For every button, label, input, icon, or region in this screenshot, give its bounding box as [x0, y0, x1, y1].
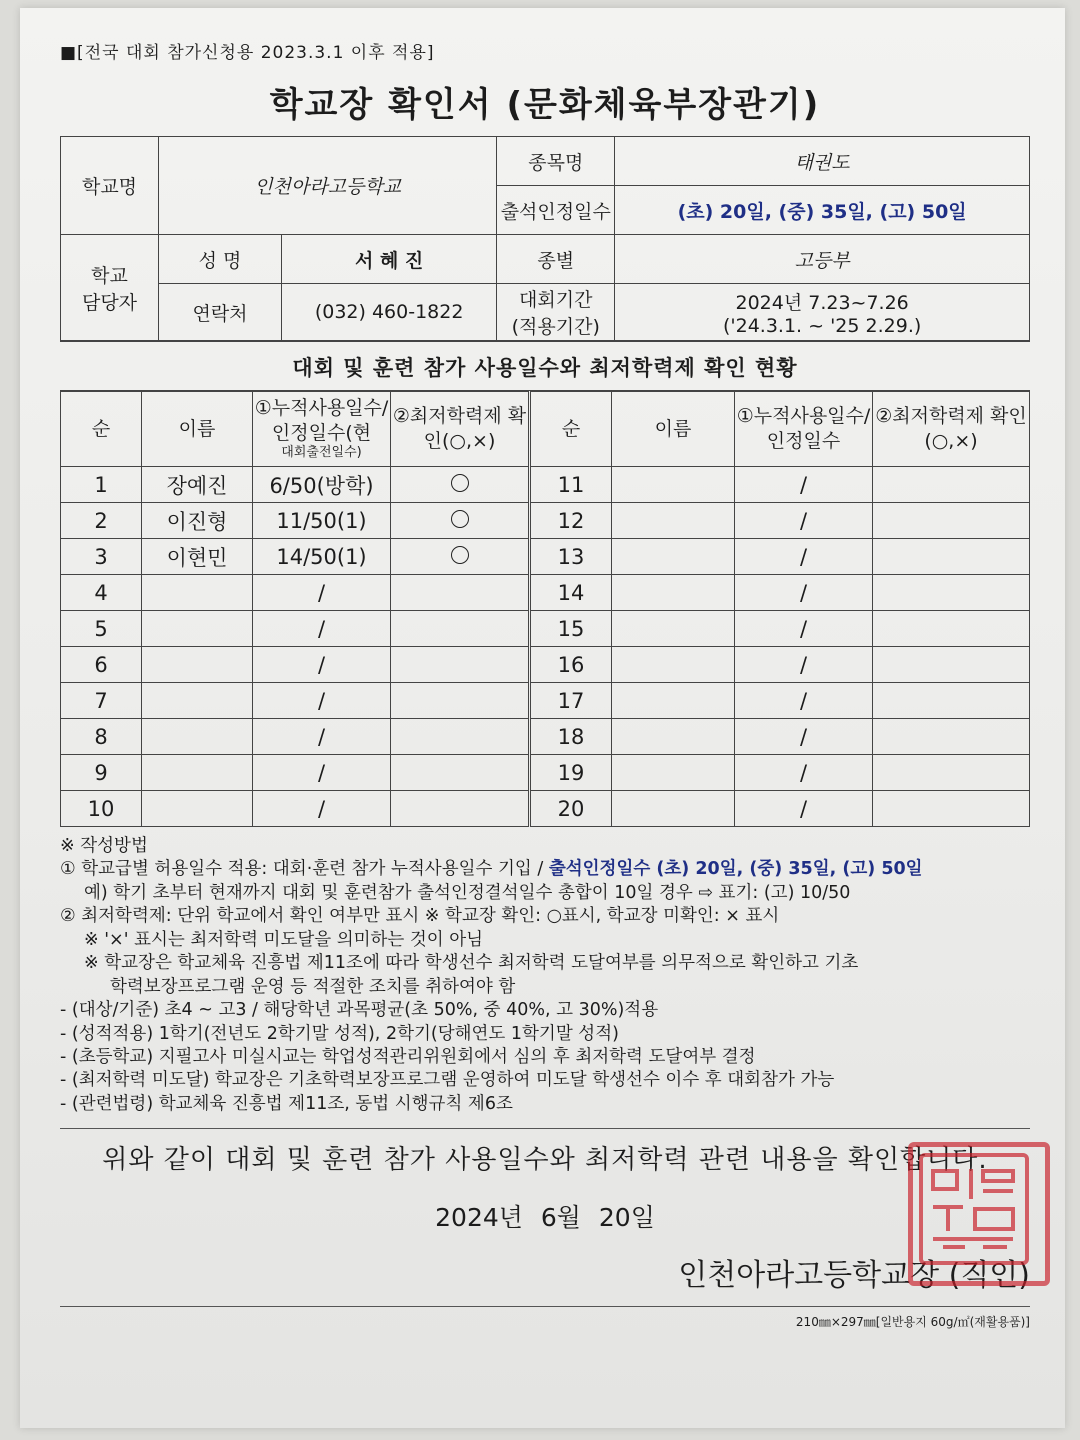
document-title: 학교장 확인서 (문화체육부장관기) — [269, 85, 821, 125]
note-4: ※ 학교장은 학교체육 진흥법 제11조에 따라 학생선수 최저학력 도달여부를 의무적으로 확인하고 기초 — [84, 953, 859, 974]
header-days-small: 대회출전일수) — [281, 445, 362, 461]
row-check-right — [873, 539, 1030, 575]
row-days: / — [253, 755, 391, 791]
note-9: - (관련법령) 학교체육 진흥법 제11조, 동법 시행규칙 제6조 — [60, 1093, 513, 1114]
row-name-right — [612, 539, 735, 575]
row-check-right — [873, 719, 1030, 755]
row-check — [391, 575, 530, 611]
row-days: / — [253, 575, 391, 611]
table-row — [61, 539, 1030, 575]
row-name — [142, 575, 253, 611]
row-check-right — [873, 647, 1030, 683]
school-value: 인천아라고등학교 — [159, 137, 497, 235]
row-days-right: / — [735, 791, 873, 827]
circle-mark-icon — [451, 474, 469, 492]
row-name-right — [612, 791, 735, 827]
period-value-cell — [615, 284, 1030, 341]
table-row — [61, 791, 1030, 827]
row-no: 1 — [61, 467, 142, 503]
name-label: 성 명 — [159, 235, 282, 284]
row-no-right: 11 — [530, 467, 612, 503]
row-name — [142, 647, 253, 683]
header-name: 이름 — [142, 392, 253, 467]
section-title: 대회 및 훈련 참가 사용일수와 최저학력제 확인 현황 — [60, 341, 1030, 391]
row-name-right — [612, 575, 735, 611]
row-days: 11/50(1) — [253, 503, 391, 539]
row-check — [391, 503, 530, 539]
row-check-right — [873, 755, 1030, 791]
row-check — [391, 539, 530, 575]
row-name — [142, 611, 253, 647]
document-sheet — [60, 38, 1030, 1330]
row-check — [391, 791, 530, 827]
table-row — [61, 647, 1030, 683]
row-check-right — [873, 467, 1030, 503]
row-check — [391, 647, 530, 683]
division-label: 종별 — [497, 235, 615, 284]
note-2: ② 최저학력제: 단위 학교에서 확인 여부만 표시 ※ 학교장 확인: ○표시, 학교장 미확인: × 표시 — [60, 906, 780, 927]
header-no-right: 순 — [530, 392, 612, 467]
row-no: 7 — [61, 683, 142, 719]
row-days-right: / — [735, 539, 873, 575]
row-no-right: 15 — [530, 611, 612, 647]
row-name — [142, 719, 253, 755]
row-days-right: / — [735, 647, 873, 683]
row-no-right: 18 — [530, 719, 612, 755]
participant-grid — [60, 391, 1030, 827]
row-name — [142, 791, 253, 827]
table-row — [61, 719, 1030, 755]
row-days-right: / — [735, 611, 873, 647]
note-6: - (성적적용) 1학기(전년도 2학기말 성적), 2학기(당해연도 1학기말 성적) — [60, 1023, 619, 1044]
row-no: 8 — [61, 719, 142, 755]
row-name-right — [612, 683, 735, 719]
principal-signature: 인천아라고등학교장 (직인) — [678, 1258, 1030, 1294]
row-days: / — [253, 683, 391, 719]
row-no: 2 — [61, 503, 142, 539]
note-1c: 예) 학기 초부터 현재까지 대회 및 훈련참가 출석인정결석일수 총합이 10일 경우 ⇨ 표기: (고) 10/50 — [84, 882, 851, 903]
table-row — [61, 611, 1030, 647]
row-name-right — [612, 503, 735, 539]
header-days: ①누적사용일수/인정일수(현 — [254, 396, 389, 444]
row-no-right: 17 — [530, 683, 612, 719]
row-no: 9 — [61, 755, 142, 791]
row-name — [142, 755, 253, 791]
table-row — [61, 575, 1030, 611]
row-check-right — [873, 611, 1030, 647]
name-value: 서 혜 진 — [282, 235, 497, 284]
table-row — [61, 503, 1030, 539]
row-no-right: 19 — [530, 755, 612, 791]
circle-mark-icon — [451, 510, 469, 528]
row-check — [391, 755, 530, 791]
row-no: 10 — [61, 791, 142, 827]
contact-label: 연락처 — [159, 284, 282, 341]
note-5: - (대상/기준) 초4 ~ 고3 / 해당학년 과목평균(초 50%, 중 40%, 고 30%)적용 — [60, 1000, 659, 1021]
row-check — [391, 719, 530, 755]
circle-mark-icon — [451, 546, 469, 564]
row-name-right — [612, 611, 735, 647]
row-no-right: 13 — [530, 539, 612, 575]
paper-spec: 210㎜×297㎜[일반용지 60g/㎡(재활용품)] — [60, 1306, 1030, 1330]
row-no: 3 — [61, 539, 142, 575]
table-row — [61, 755, 1030, 791]
note-7: - (초등학교) 지필고사 미실시교는 학업성적관리위원회에서 심의 후 최저학력 도달여부 결정 — [60, 1046, 756, 1067]
school-label: 학교명 — [61, 137, 159, 235]
header-days-cell — [253, 392, 391, 467]
row-days: 14/50(1) — [253, 539, 391, 575]
row-name-right — [612, 647, 735, 683]
grid-body — [61, 467, 1030, 827]
row-name-right — [612, 755, 735, 791]
row-check-right — [873, 791, 1030, 827]
note-1a: ① 학교급별 허용일수 적용: 대회·훈련 참가 누적사용일수 기입 / — [60, 859, 549, 880]
header-days-right: ①누적사용일수/인정일수 — [735, 392, 873, 467]
row-days-right: / — [735, 755, 873, 791]
row-days-right: / — [735, 719, 873, 755]
period-value: 2024년 7.23~7.26 — [735, 291, 909, 314]
attendance-value: (초) 20일, (중) 35일, (고) 50일 — [615, 186, 1030, 235]
row-check-right — [873, 683, 1030, 719]
header-no: 순 — [61, 392, 142, 467]
row-days-right: / — [735, 503, 873, 539]
official-seal-stamp — [908, 1142, 1050, 1286]
note-1b: 출석인정일수 (초) 20일, (중) 35일, (고) 50일 — [548, 859, 923, 880]
info-table — [60, 136, 1030, 341]
note-4b: 학력보장프로그램 운영 등 적절한 조치를 취하여야 함 — [110, 976, 516, 997]
row-check-right — [873, 503, 1030, 539]
header-check-right: ②최저학력제 확인(○,×) — [873, 392, 1030, 467]
header-name-right: 이름 — [612, 392, 735, 467]
row-name: 이진형 — [142, 503, 253, 539]
row-check-right — [873, 575, 1030, 611]
notes-heading: ※ 작성방법 — [60, 836, 148, 856]
row-check — [391, 467, 530, 503]
confirmation-statement: 위와 같이 대회 및 훈련 참가 사용일수와 최저학력 관련 내용을 확인합니다. — [60, 1128, 1030, 1176]
event-value: 태권도 — [615, 137, 1030, 186]
row-days-right: / — [735, 467, 873, 503]
row-check — [391, 683, 530, 719]
period-sub-value: ('24.3.1. ~ '25 2.29.) — [722, 314, 922, 337]
note-3: ※ '×' 표시는 최저학력 미도달을 의미하는 것이 아님 — [84, 929, 484, 950]
row-name — [142, 683, 253, 719]
issue-date: 2024년 6월 20일 — [435, 1203, 655, 1233]
period-sub-label: (적용기간) — [511, 316, 600, 338]
table-row — [61, 467, 1030, 503]
row-days: / — [253, 611, 391, 647]
form-note: ■[전국 대회 참가신청용 2023.3.1 이후 적용] — [60, 43, 435, 63]
contact-value: (032) 460-1822 — [282, 284, 497, 341]
row-name-right — [612, 467, 735, 503]
row-name-right — [612, 719, 735, 755]
row-days: / — [253, 791, 391, 827]
note-8: - (최저학력 미도달) 학교장은 기초학력보장프로그램 운영하여 미도달 학생선수 이수 후 대회참가 가능 — [60, 1070, 835, 1091]
period-label-cell — [497, 284, 615, 341]
row-no: 6 — [61, 647, 142, 683]
row-no-right: 14 — [530, 575, 612, 611]
period-label: 대회기간 — [519, 289, 593, 311]
table-row — [61, 683, 1030, 719]
header-check: ②최저학력제 확인(○,×) — [391, 392, 530, 467]
row-days-right: / — [735, 575, 873, 611]
row-days: / — [253, 647, 391, 683]
row-days: / — [253, 719, 391, 755]
row-name: 이현민 — [142, 539, 253, 575]
row-no-right: 12 — [530, 503, 612, 539]
row-days-right: / — [735, 683, 873, 719]
row-name: 장예진 — [142, 467, 253, 503]
attendance-label: 출석인정일수 — [497, 186, 615, 235]
note-1 — [60, 858, 1030, 881]
row-check — [391, 611, 530, 647]
seal-icon — [913, 1147, 1035, 1271]
manager-label: 학교 담당자 — [61, 235, 159, 341]
row-no: 4 — [61, 575, 142, 611]
event-label: 종목명 — [497, 137, 615, 186]
instructions — [60, 835, 1030, 1116]
row-no: 5 — [61, 611, 142, 647]
division-value: 고등부 — [615, 235, 1030, 284]
row-no-right: 20 — [530, 791, 612, 827]
row-no-right: 16 — [530, 647, 612, 683]
row-days: 6/50(방학) — [253, 467, 391, 503]
